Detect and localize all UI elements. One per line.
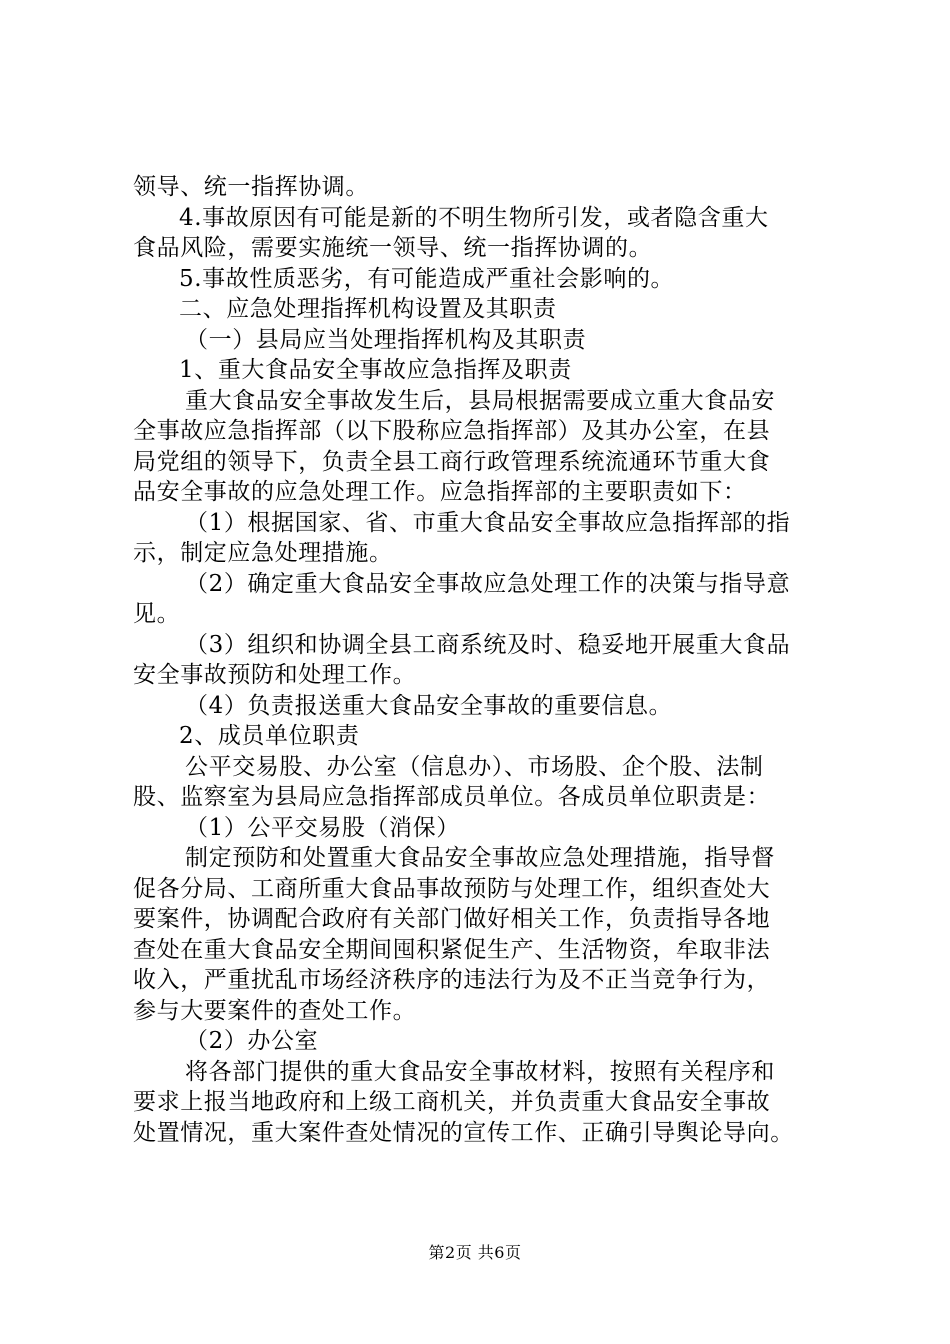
text-line: 食品风险，需要实施统一领导、统一指挥协调的。 (133, 235, 653, 261)
text-line: 领导、统一指挥协调。 (133, 174, 369, 200)
text-line: 处置情况，重大案件查处情况的宣传工作、正确引导舆论导向。 (133, 1119, 794, 1146)
text-line: 将各部门提供的重大食品安全事故材料，按照有关程序和 (185, 1058, 775, 1085)
text-line: 局党组的领导下，负责全县工商行政管理系统流通环节重大食 (133, 448, 771, 475)
subsection-heading: （一）县局应当处理指挥机构及其职责 (185, 326, 587, 353)
text-line: 4.事故原因有可能是新的不明生物所引发，或者隐含重大 (179, 204, 769, 231)
document-body (133, 172, 833, 1148)
text-line: 促各分局、工商所重大食品事故预防与处理工作，组织查处大 (133, 875, 771, 902)
text-line: 参与大要案件的查处工作。 (133, 997, 417, 1024)
text-line: 示，制定应急处理措施。 (133, 540, 393, 566)
text-line: 公平交易股、办公室（信息办）、市场股、企个股、法制 (185, 753, 764, 780)
text-line: （1）根据国家、省、市重大食品安全事故应急指挥部的指 (185, 509, 791, 536)
text-line: （3）组织和协调全县工商系统及时、稳妥地开展重大食品 (185, 631, 791, 658)
text-line: 股、监察室为县局应急指挥部成员单位。各成员单位职责是： (133, 784, 771, 810)
text-line: （2）办公室 (185, 1028, 319, 1054)
subsection-heading: 2、成员单位职责 (179, 723, 360, 749)
text-line: 全事故应急指挥部（以下股称应急指挥部）及其办公室，在县 (133, 418, 771, 444)
text-line: （4）负责报送重大食品安全事故的重要信息。 (185, 692, 673, 719)
text-line: 品安全事故的应急处理工作。应急指挥部的主要职责如下： (133, 479, 747, 505)
text-line: 见。 (133, 601, 181, 627)
text-line: 5.事故性质恶劣，有可能造成严重社会影响的。 (179, 265, 675, 292)
text-line: 重大食品安全事故发生后，县局根据需要成立重大食品安 (185, 387, 775, 414)
text-line: 查处在重大食品安全期间囤积紧促生产、生活物资，牟取非法 (133, 936, 771, 963)
text-line: 要求上报当地政府和上级工商机关，并负责重大食品安全事故 (133, 1089, 771, 1115)
text-line: 收入，严重扰乱市场经济秩序的违法行为及不正当竞争行为， (133, 967, 771, 993)
page-number-footer: 第2页 共6页 (428, 1243, 522, 1262)
subsection-heading: 1、重大食品安全事故应急指挥及职责 (179, 357, 572, 383)
section-heading: 二、应急处理指挥机构设置及其职责 (179, 296, 557, 322)
text-line: （2）确定重大食品安全事故应急处理工作的决策与指导意 (185, 570, 791, 597)
text-line: 安全事故预防和处理工作。 (133, 662, 417, 688)
text-line: （1）公平交易股（消保） (185, 814, 460, 841)
text-line: 要案件，协调配合政府有关部门做好相关工作，负责指导各地 (133, 906, 771, 932)
text-line: 制定预防和处置重大食品安全事故应急处理措施，指导督 (185, 845, 775, 871)
